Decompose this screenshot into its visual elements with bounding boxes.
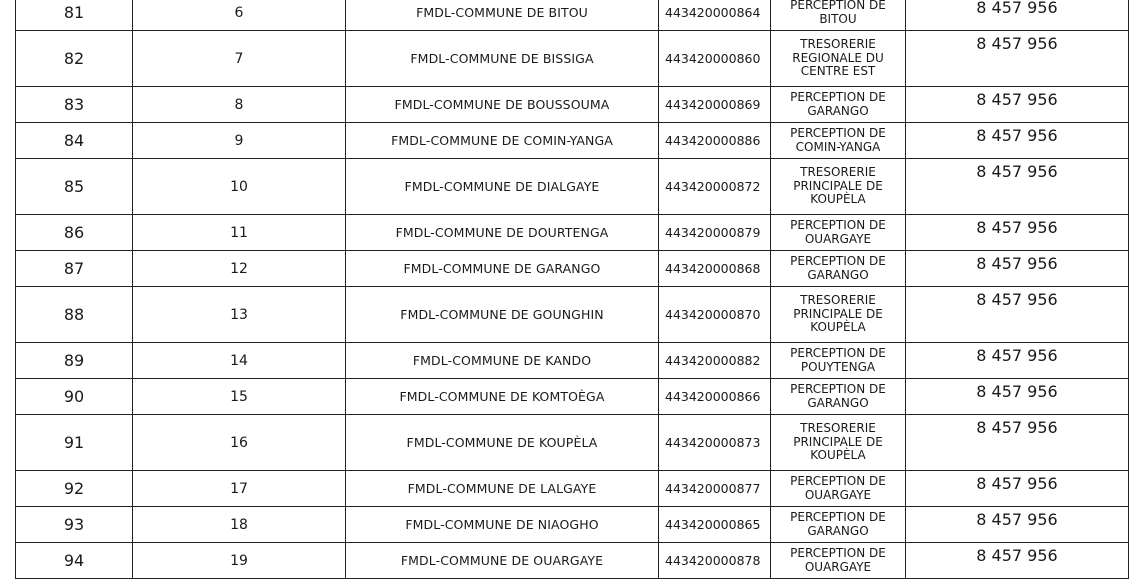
table-row: [16, 507, 1129, 543]
table-row: [16, 31, 1129, 87]
commune-name: FMDL-COMMUNE DE DIALGAYE: [346, 159, 659, 215]
commune-name: FMDL-COMMUNE DE DOURTENGA: [346, 215, 659, 251]
commune-name: FMDL-COMMUNE DE BOUSSOUMA: [346, 87, 659, 123]
treasury-post-line: KOUPÈLA: [810, 320, 866, 335]
allocation-table: [15, 0, 1129, 579]
table-row: [16, 123, 1129, 159]
row-number: 92: [16, 471, 133, 507]
treasury-post: [771, 159, 906, 215]
account-number: 443420000878: [659, 543, 771, 579]
treasury-post-line: TRESORERIE: [800, 37, 876, 52]
amount: 8 457 956: [906, 251, 1129, 287]
amount: 8 457 956: [906, 0, 1129, 31]
account-number: 443420000879: [659, 215, 771, 251]
treasury-post-line: PRINCIPALE DE: [793, 306, 883, 321]
account-number: 443420000866: [659, 379, 771, 415]
account-number: 443420000872: [659, 159, 771, 215]
treasury-post-line: TRESORERIE: [800, 165, 876, 180]
treasury-post: [771, 471, 906, 507]
treasury-post-line: PRINCIPALE DE: [793, 178, 883, 193]
treasury-post-line: GARANGO: [807, 103, 869, 118]
treasury-post-line: PERCEPTION DE: [790, 382, 886, 396]
row-rank: 11: [133, 215, 346, 251]
amount: 8 457 956: [906, 87, 1129, 123]
treasury-post-line: PERCEPTION DE: [790, 90, 886, 104]
treasury-post-line: GARANGO: [807, 267, 869, 282]
amount: 8 457 956: [906, 159, 1129, 215]
table-row: [16, 87, 1129, 123]
treasury-post: [771, 0, 906, 31]
treasury-post-line: OUARGAYE: [804, 487, 872, 502]
table-row: [16, 159, 1129, 215]
row-number: 82: [16, 31, 133, 87]
table-row: [16, 287, 1129, 343]
treasury-post-line: OUARGAYE: [804, 231, 872, 246]
row-number: 89: [16, 343, 133, 379]
amount: 8 457 956: [906, 343, 1129, 379]
commune-name: FMDL-COMMUNE DE KANDO: [346, 343, 659, 379]
treasury-post-line: KOUPÈLA: [810, 448, 866, 463]
row-number: 86: [16, 215, 133, 251]
treasury-post: [771, 87, 906, 123]
row-rank: 13: [133, 287, 346, 343]
account-number: 443420000873: [659, 415, 771, 471]
table-row: [16, 215, 1129, 251]
treasury-post: [771, 543, 906, 579]
row-number: 81: [16, 0, 133, 31]
treasury-post: [771, 287, 906, 343]
treasury-post: [771, 379, 906, 415]
row-number: 88: [16, 287, 133, 343]
commune-name: FMDL-COMMUNE DE BITOU: [346, 0, 659, 31]
row-number: 87: [16, 251, 133, 287]
treasury-post-line: KOUPÈLA: [810, 192, 866, 207]
amount: 8 457 956: [906, 471, 1129, 507]
amount: 8 457 956: [906, 415, 1129, 471]
account-number: 443420000864: [659, 0, 771, 31]
commune-name: FMDL-COMMUNE DE OUARGAYE: [346, 543, 659, 579]
treasury-post-line: CENTRE EST: [800, 64, 876, 79]
treasury-post-line: TRESORERIE: [800, 421, 876, 436]
treasury-post: [771, 415, 906, 471]
treasury-post: [771, 507, 906, 543]
treasury-post-line: PERCEPTION DE: [790, 346, 886, 360]
treasury-post-line: POUYTENGA: [800, 359, 876, 374]
commune-name: FMDL-COMMUNE DE KOUPÈLA: [346, 415, 659, 471]
row-number: 93: [16, 507, 133, 543]
row-rank: 19: [133, 543, 346, 579]
row-rank: 6: [133, 0, 346, 31]
commune-name: FMDL-COMMUNE DE COMIN-YANGA: [346, 123, 659, 159]
treasury-post-line: PERCEPTION DE: [790, 126, 886, 140]
treasury-post-line: GARANGO: [807, 395, 869, 410]
treasury-post-line: REGIONALE DU: [792, 50, 884, 65]
row-rank: 16: [133, 415, 346, 471]
table-row: [16, 251, 1129, 287]
row-rank: 8: [133, 87, 346, 123]
treasury-post-line: PERCEPTION DE: [790, 546, 886, 560]
treasury-post-line: PRINCIPALE DE: [793, 434, 883, 449]
table-row: [16, 379, 1129, 415]
row-number: 85: [16, 159, 133, 215]
amount: 8 457 956: [906, 379, 1129, 415]
commune-name: FMDL-COMMUNE DE GOUNGHIN: [346, 287, 659, 343]
account-number: 443420000886: [659, 123, 771, 159]
table-row: [16, 471, 1129, 507]
account-number: 443420000877: [659, 471, 771, 507]
row-number: 84: [16, 123, 133, 159]
commune-name: FMDL-COMMUNE DE KOMTOÈGA: [346, 379, 659, 415]
account-number: 443420000882: [659, 343, 771, 379]
amount: 8 457 956: [906, 287, 1129, 343]
account-number: 443420000870: [659, 287, 771, 343]
amount: 8 457 956: [906, 215, 1129, 251]
table-row: [16, 343, 1129, 379]
treasury-post-line: BITOU: [819, 11, 857, 26]
amount: 8 457 956: [906, 507, 1129, 543]
row-rank: 17: [133, 471, 346, 507]
row-rank: 7: [133, 31, 346, 87]
commune-name: FMDL-COMMUNE DE LALGAYE: [346, 471, 659, 507]
commune-name: FMDL-COMMUNE DE NIAOGHO: [346, 507, 659, 543]
row-number: 83: [16, 87, 133, 123]
treasury-post: [771, 123, 906, 159]
commune-name: FMDL-COMMUNE DE GARANGO: [346, 251, 659, 287]
row-rank: 18: [133, 507, 346, 543]
account-number: 443420000869: [659, 87, 771, 123]
row-rank: 9: [133, 123, 346, 159]
treasury-post-line: PERCEPTION DE: [790, 0, 886, 12]
treasury-post: [771, 251, 906, 287]
table-row: [16, 0, 1129, 31]
treasury-post: [771, 343, 906, 379]
amount: 8 457 956: [906, 123, 1129, 159]
account-number: 443420000860: [659, 31, 771, 87]
treasury-post: [771, 215, 906, 251]
row-number: 90: [16, 379, 133, 415]
table-row: [16, 415, 1129, 471]
treasury-post-line: TRESORERIE: [800, 293, 876, 308]
amount: 8 457 956: [906, 543, 1129, 579]
account-number: 443420000868: [659, 251, 771, 287]
row-rank: 10: [133, 159, 346, 215]
treasury-post: [771, 31, 906, 87]
commune-name: FMDL-COMMUNE DE BISSIGA: [346, 31, 659, 87]
treasury-post-line: PERCEPTION DE: [790, 510, 886, 524]
row-number: 94: [16, 543, 133, 579]
treasury-post-line: PERCEPTION DE: [790, 218, 886, 232]
treasury-post-line: OUARGAYE: [804, 559, 872, 574]
row-rank: 12: [133, 251, 346, 287]
treasury-post-line: COMIN-YANGA: [795, 139, 881, 154]
row-rank: 14: [133, 343, 346, 379]
treasury-post-line: PERCEPTION DE: [790, 254, 886, 268]
treasury-post-line: PERCEPTION DE: [790, 474, 886, 488]
table-row: [16, 543, 1129, 579]
table-body: [16, 0, 1129, 579]
amount: 8 457 956: [906, 31, 1129, 87]
account-number: 443420000865: [659, 507, 771, 543]
row-rank: 15: [133, 379, 346, 415]
row-number: 91: [16, 415, 133, 471]
treasury-post-line: GARANGO: [807, 523, 869, 538]
